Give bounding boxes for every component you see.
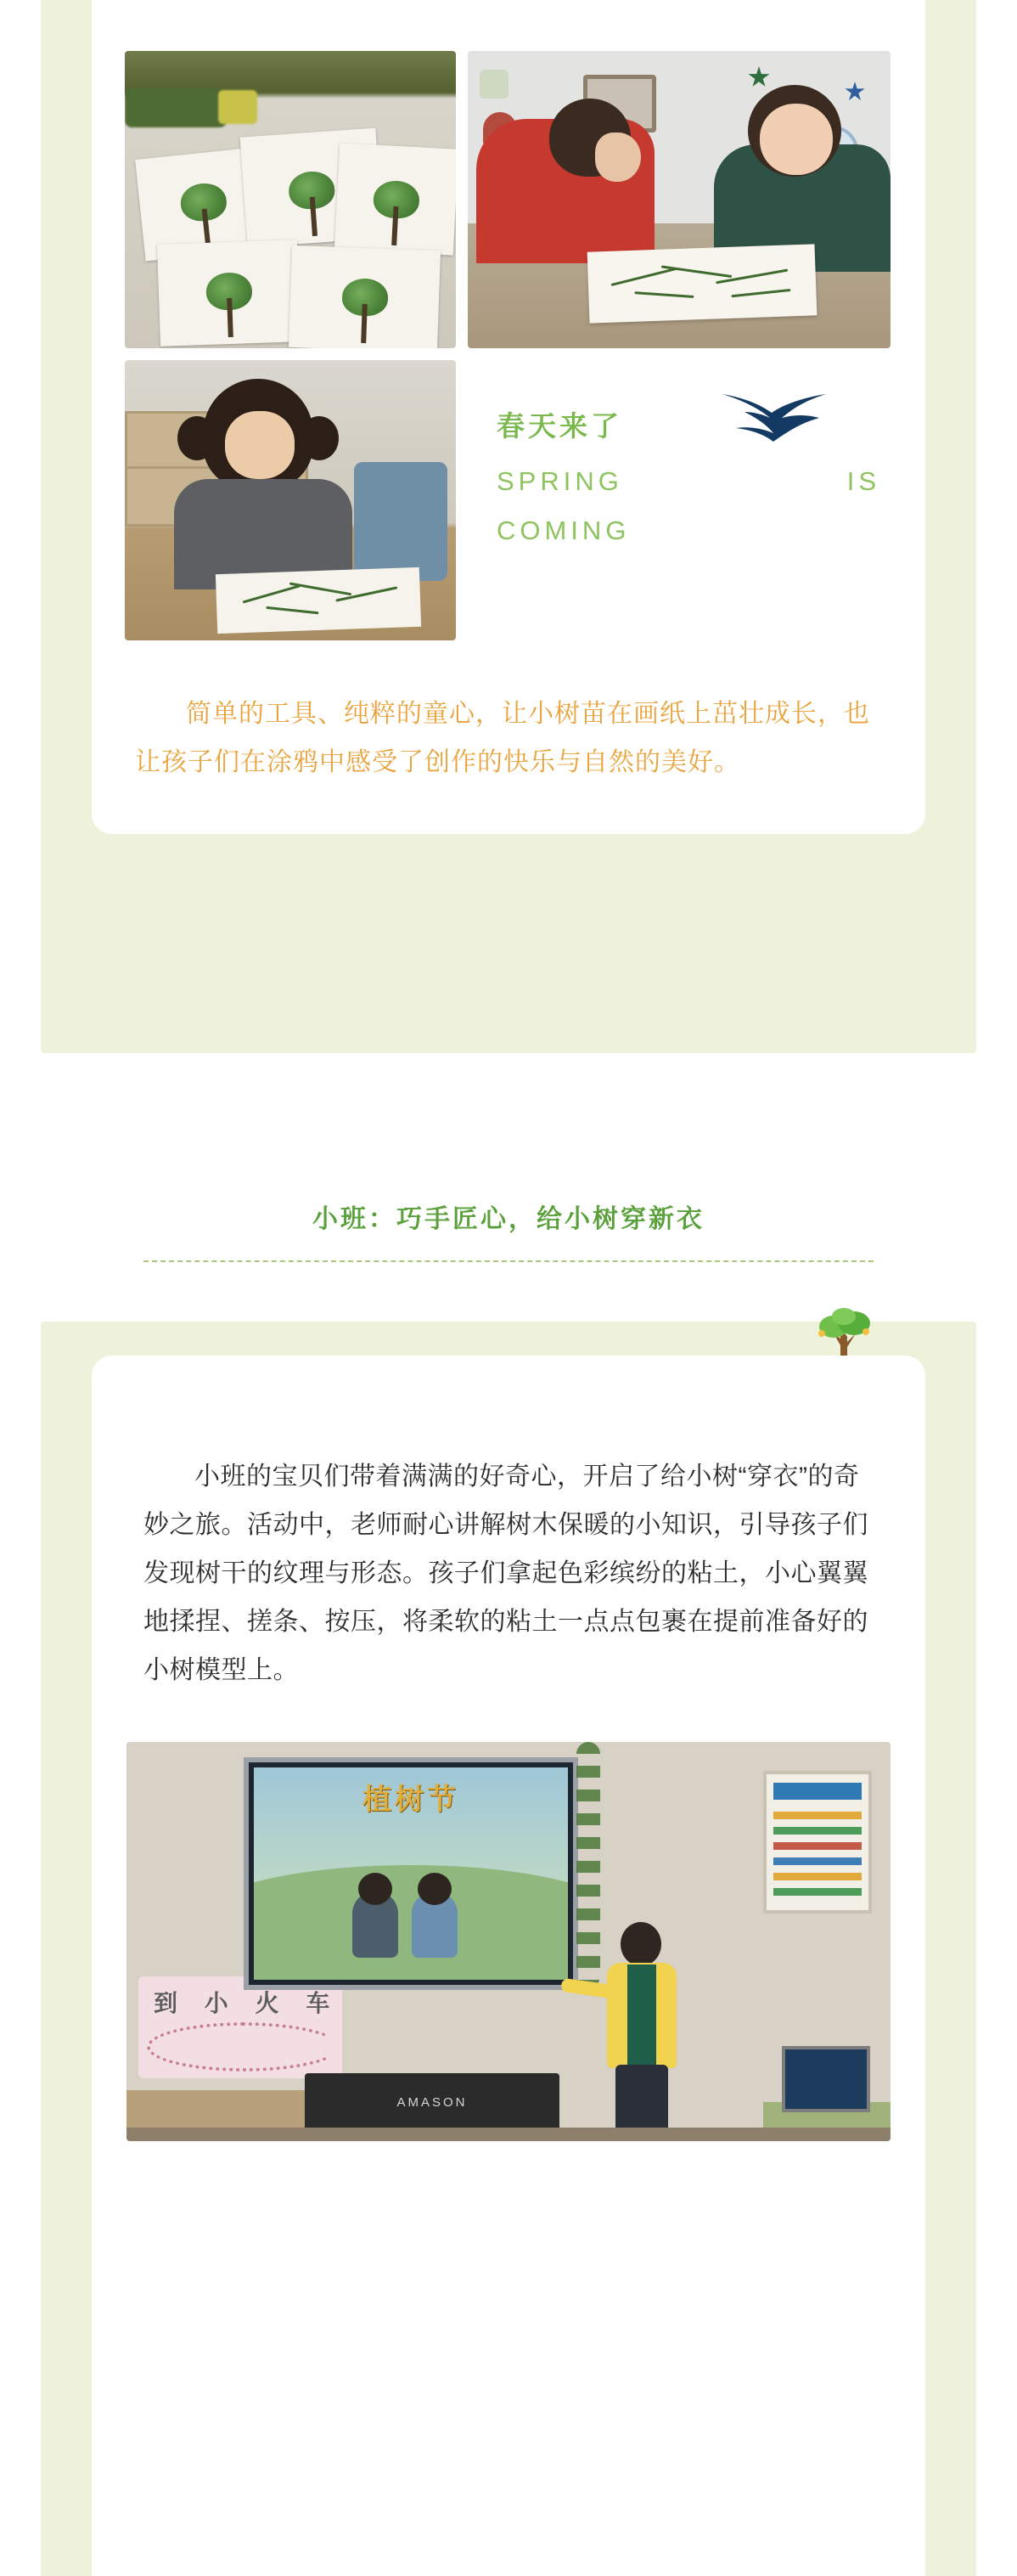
train-track-decor [147,2022,340,2072]
section-title: 小班：巧手匠心，给小树穿新衣 [312,1205,705,1233]
hanging-vine-decor [576,1742,600,1988]
wall-decor-square [480,70,509,99]
spring-headline-en-line2: COMING [497,516,631,545]
painting-sheet [157,240,301,347]
slide-character [352,1891,398,1958]
photo-girl-drawing [125,360,456,640]
child-face [595,132,641,182]
drawing-paper [587,244,818,323]
spring-photo-grid [125,51,892,640]
spring-paragraph: 简单的工具、纯粹的童心，让小树苗在画纸上茁壮成长，也让孩子们在涂鸦中感受了创作的快乐与自然的美好。 [135,700,870,776]
spring-headline-en-row [497,466,885,497]
wall-train-mural [138,1976,342,2078]
divider-dashed [143,1260,874,1262]
decor-green-blob [125,88,227,127]
spring-headline-en-right: IS [846,466,880,496]
spring-headline-en-left: SPRING [497,466,623,496]
floor [126,2128,891,2141]
projection-screen-content [254,1767,568,1980]
teacher-figure [602,1922,680,2134]
train-mural-text: 到 小 火 车 [154,1990,340,2016]
photo-two-boys-drawing [468,51,891,348]
slide-hill [254,1865,568,1980]
photo-tree-paintings-on-desk [125,51,456,348]
drawing-paper [216,567,421,634]
small-class-section-head [0,1198,1017,1262]
computer-monitor [782,2046,870,2112]
photo-classroom-arbor-day-lesson [126,1742,891,2141]
small-class-paragraph: 小班的宝贝们带着满满的好奇心，开启了给小树“穿衣”的奇妙之旅。活动中，老师耐心讲解树木保暖的小知识，引导孩子们发现树干的纹理与形态。孩子们拿起色彩缤纷的粘土，小心翼翼地揉捏、搓条、按压，将柔软的粘土一点点包裹在提前准备好的小树模型上。 [143,1463,868,1684]
slide-title: 植树节 [362,1784,459,1816]
board-header [773,1783,862,1800]
speaker-brand-label: AMASON [396,2095,468,2110]
spring-headline-cn: 春天来了 [497,410,622,442]
classroom-bulletin-board [763,1771,872,1914]
classroom-chair [354,462,447,581]
child-face [760,104,833,175]
decor-yellow-blob [218,90,257,124]
spring-section-card [92,0,925,834]
painting-sheet [289,245,441,348]
projection-screen [244,1757,578,1990]
spring-headline-block [468,360,891,640]
slide-character [412,1891,458,1958]
child-face [225,411,295,479]
small-class-card [92,1356,925,2576]
painting-sheet [334,143,456,255]
swallow-bird-icon [719,389,829,445]
